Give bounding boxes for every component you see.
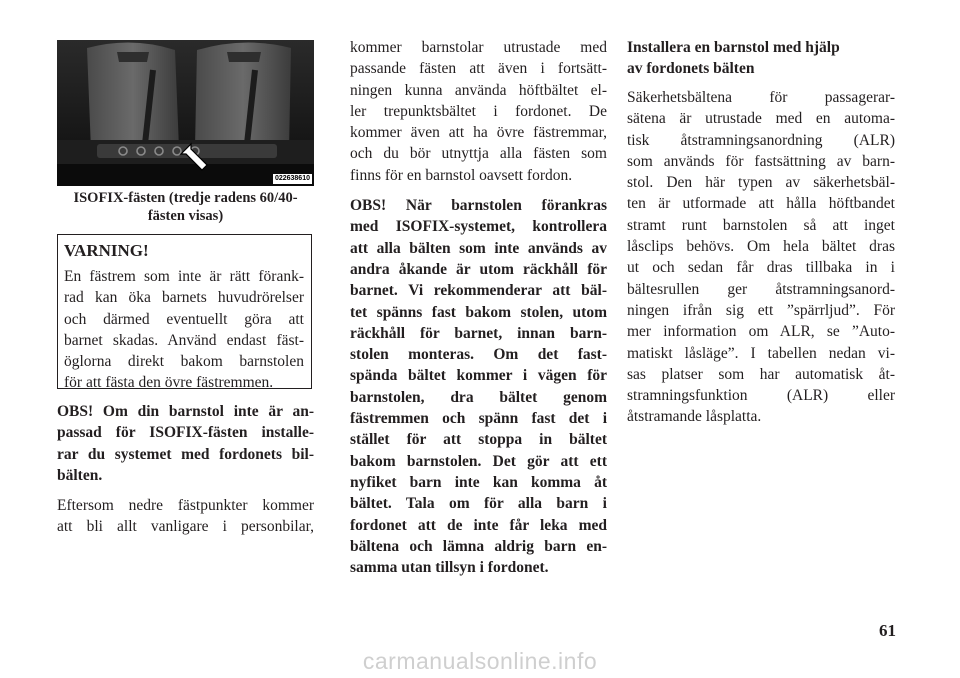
text-line: kommer även att ha övre fästremmar, bbox=[350, 124, 607, 142]
text-line: stol. Den här typen av säkerhetsbäl- bbox=[627, 174, 895, 192]
text-line: Säkerhetsbältena för passagerar- bbox=[627, 89, 895, 106]
text-line: matiskt låsläge”. I tabellen nedan vi- bbox=[627, 344, 895, 362]
warning-title: VARNING! bbox=[64, 241, 149, 260]
text-line: att bli allt vanligare i personbilar, bbox=[57, 518, 314, 536]
text-line: rar du systemet med fordonets bil- bbox=[57, 445, 314, 463]
text-line: räckhåll för barnet, innan barn- bbox=[350, 324, 607, 342]
text-line: åtstramande låsplatta. bbox=[627, 408, 762, 426]
text-line: OBS! När barnstolen förankras bbox=[350, 197, 607, 215]
isofix-seat-illustration bbox=[57, 40, 314, 186]
text-line: barnet skadas. Använd endast fäst- bbox=[64, 331, 304, 349]
text-line: En fästrem som inte är rätt förank- bbox=[64, 268, 304, 285]
text-line: sätena är utrustade med en automa- bbox=[627, 110, 895, 128]
text-line: passad för ISOFIX-fästen installe- bbox=[57, 424, 314, 442]
text-line: tisk åtstramningsanordning (ALR) bbox=[627, 131, 895, 149]
warning-text bbox=[64, 266, 304, 394]
text-line: OBS! Om din barnstol inte är an- bbox=[57, 403, 314, 420]
text-line: låsclips behövs. Om hela bältet dras bbox=[627, 238, 895, 256]
column-1 bbox=[57, 401, 314, 538]
text-line: fästremmen och spänn fast det i bbox=[350, 410, 607, 428]
section-heading bbox=[627, 37, 895, 79]
heading-line: av fordonets bälten bbox=[627, 60, 755, 77]
page-number: 61 bbox=[879, 621, 896, 640]
text-line: stolen monteras. Om det fast- bbox=[350, 346, 607, 364]
text-line: andra åkande är utom räckhåll för bbox=[350, 260, 607, 278]
text-line: stramningsfunktion (ALR) eller bbox=[627, 387, 895, 405]
text-line: passande fästen att även i fortsätt- bbox=[350, 60, 607, 78]
watermark: carmanualsonline.info bbox=[362, 648, 598, 674]
isofix-photo bbox=[57, 40, 314, 186]
text-line: ten är utformade att hålla höftbandet bbox=[627, 195, 895, 213]
text-line: bältesrullen ger åtstramningsanord- bbox=[627, 280, 895, 298]
text-line: som används för fastsättning av barn- bbox=[627, 152, 895, 170]
text-line: bakom barnstolen. Det gör att ett bbox=[350, 452, 607, 470]
column-3 bbox=[627, 37, 895, 428]
text-line: spända bältet kommer i vägen för bbox=[350, 367, 607, 385]
text-line: ningen kunna använda höftbältet el- bbox=[350, 81, 607, 99]
text-line: ler trepunktsbältet i fordonet. De bbox=[350, 102, 607, 120]
column-2 bbox=[350, 37, 607, 578]
figure-caption: ISOFIX-fästen (tredje radens 60/40-fästen visas) bbox=[73, 190, 298, 224]
text-line: tet spänns fast bakom stolen, utom bbox=[350, 303, 607, 321]
text-line: samma utan tillsyn i fordonet. bbox=[350, 559, 549, 577]
text-line: och därmed eventuellt göra att bbox=[64, 310, 304, 328]
text-line: att alla bälten som inte används av bbox=[350, 239, 607, 257]
text-line: bältet. Tala om för alla barn i bbox=[350, 495, 607, 513]
text-line: sas platser som har automatisk åt- bbox=[627, 365, 895, 383]
text-line: Eftersom nedre fästpunkter kommer bbox=[57, 497, 314, 515]
text-line: nyfiket barn inte kan komma åt bbox=[350, 473, 607, 491]
text-line: ningen ifrån sig ett ”spärrljud”. För bbox=[627, 301, 895, 319]
text-line: finns för en barnstol oavsett fordon. bbox=[350, 166, 573, 184]
text-line: och du bör utnyttja alla fästen som bbox=[350, 145, 607, 163]
text-line: barnet. Vi rekommenderar att bäl- bbox=[350, 282, 607, 300]
text-line: ut och sedan får dras tillbaka in i bbox=[627, 259, 895, 277]
text-line: barnstolen, dra bältet genom bbox=[350, 388, 607, 406]
text-line: kommer barnstolar utrustade med bbox=[350, 39, 607, 56]
figure-id-label: 022638610 bbox=[274, 175, 310, 182]
text-line: rad kan öka barnets huvudrörelser bbox=[64, 289, 304, 307]
body-paragraph bbox=[350, 37, 607, 186]
text-line: bältena och lämna aldrig barn en- bbox=[350, 537, 607, 555]
body-paragraph bbox=[57, 495, 314, 538]
seatbelt-note bbox=[350, 195, 607, 578]
text-line: öglorna direkt bakom barnstolen bbox=[64, 353, 304, 371]
text-line: mer information om ALR, se ”Auto- bbox=[627, 323, 895, 341]
isofix-note bbox=[57, 401, 314, 486]
text-line: fordonet att de inte får leka med bbox=[350, 516, 607, 534]
heading-line: Installera en barnstol med hjälp bbox=[627, 39, 840, 56]
text-line: med ISOFIX-systemet, kontrollera bbox=[350, 218, 607, 236]
text-line: för att fästa den övre fästremmen. bbox=[64, 374, 274, 392]
warning-box bbox=[57, 234, 312, 392]
text-line: bälten. bbox=[57, 466, 103, 484]
text-line: stället för att stoppa in bältet bbox=[350, 431, 607, 449]
text-line: stramt runt barnstolen så att inget bbox=[627, 216, 895, 234]
body-paragraph bbox=[627, 87, 895, 428]
